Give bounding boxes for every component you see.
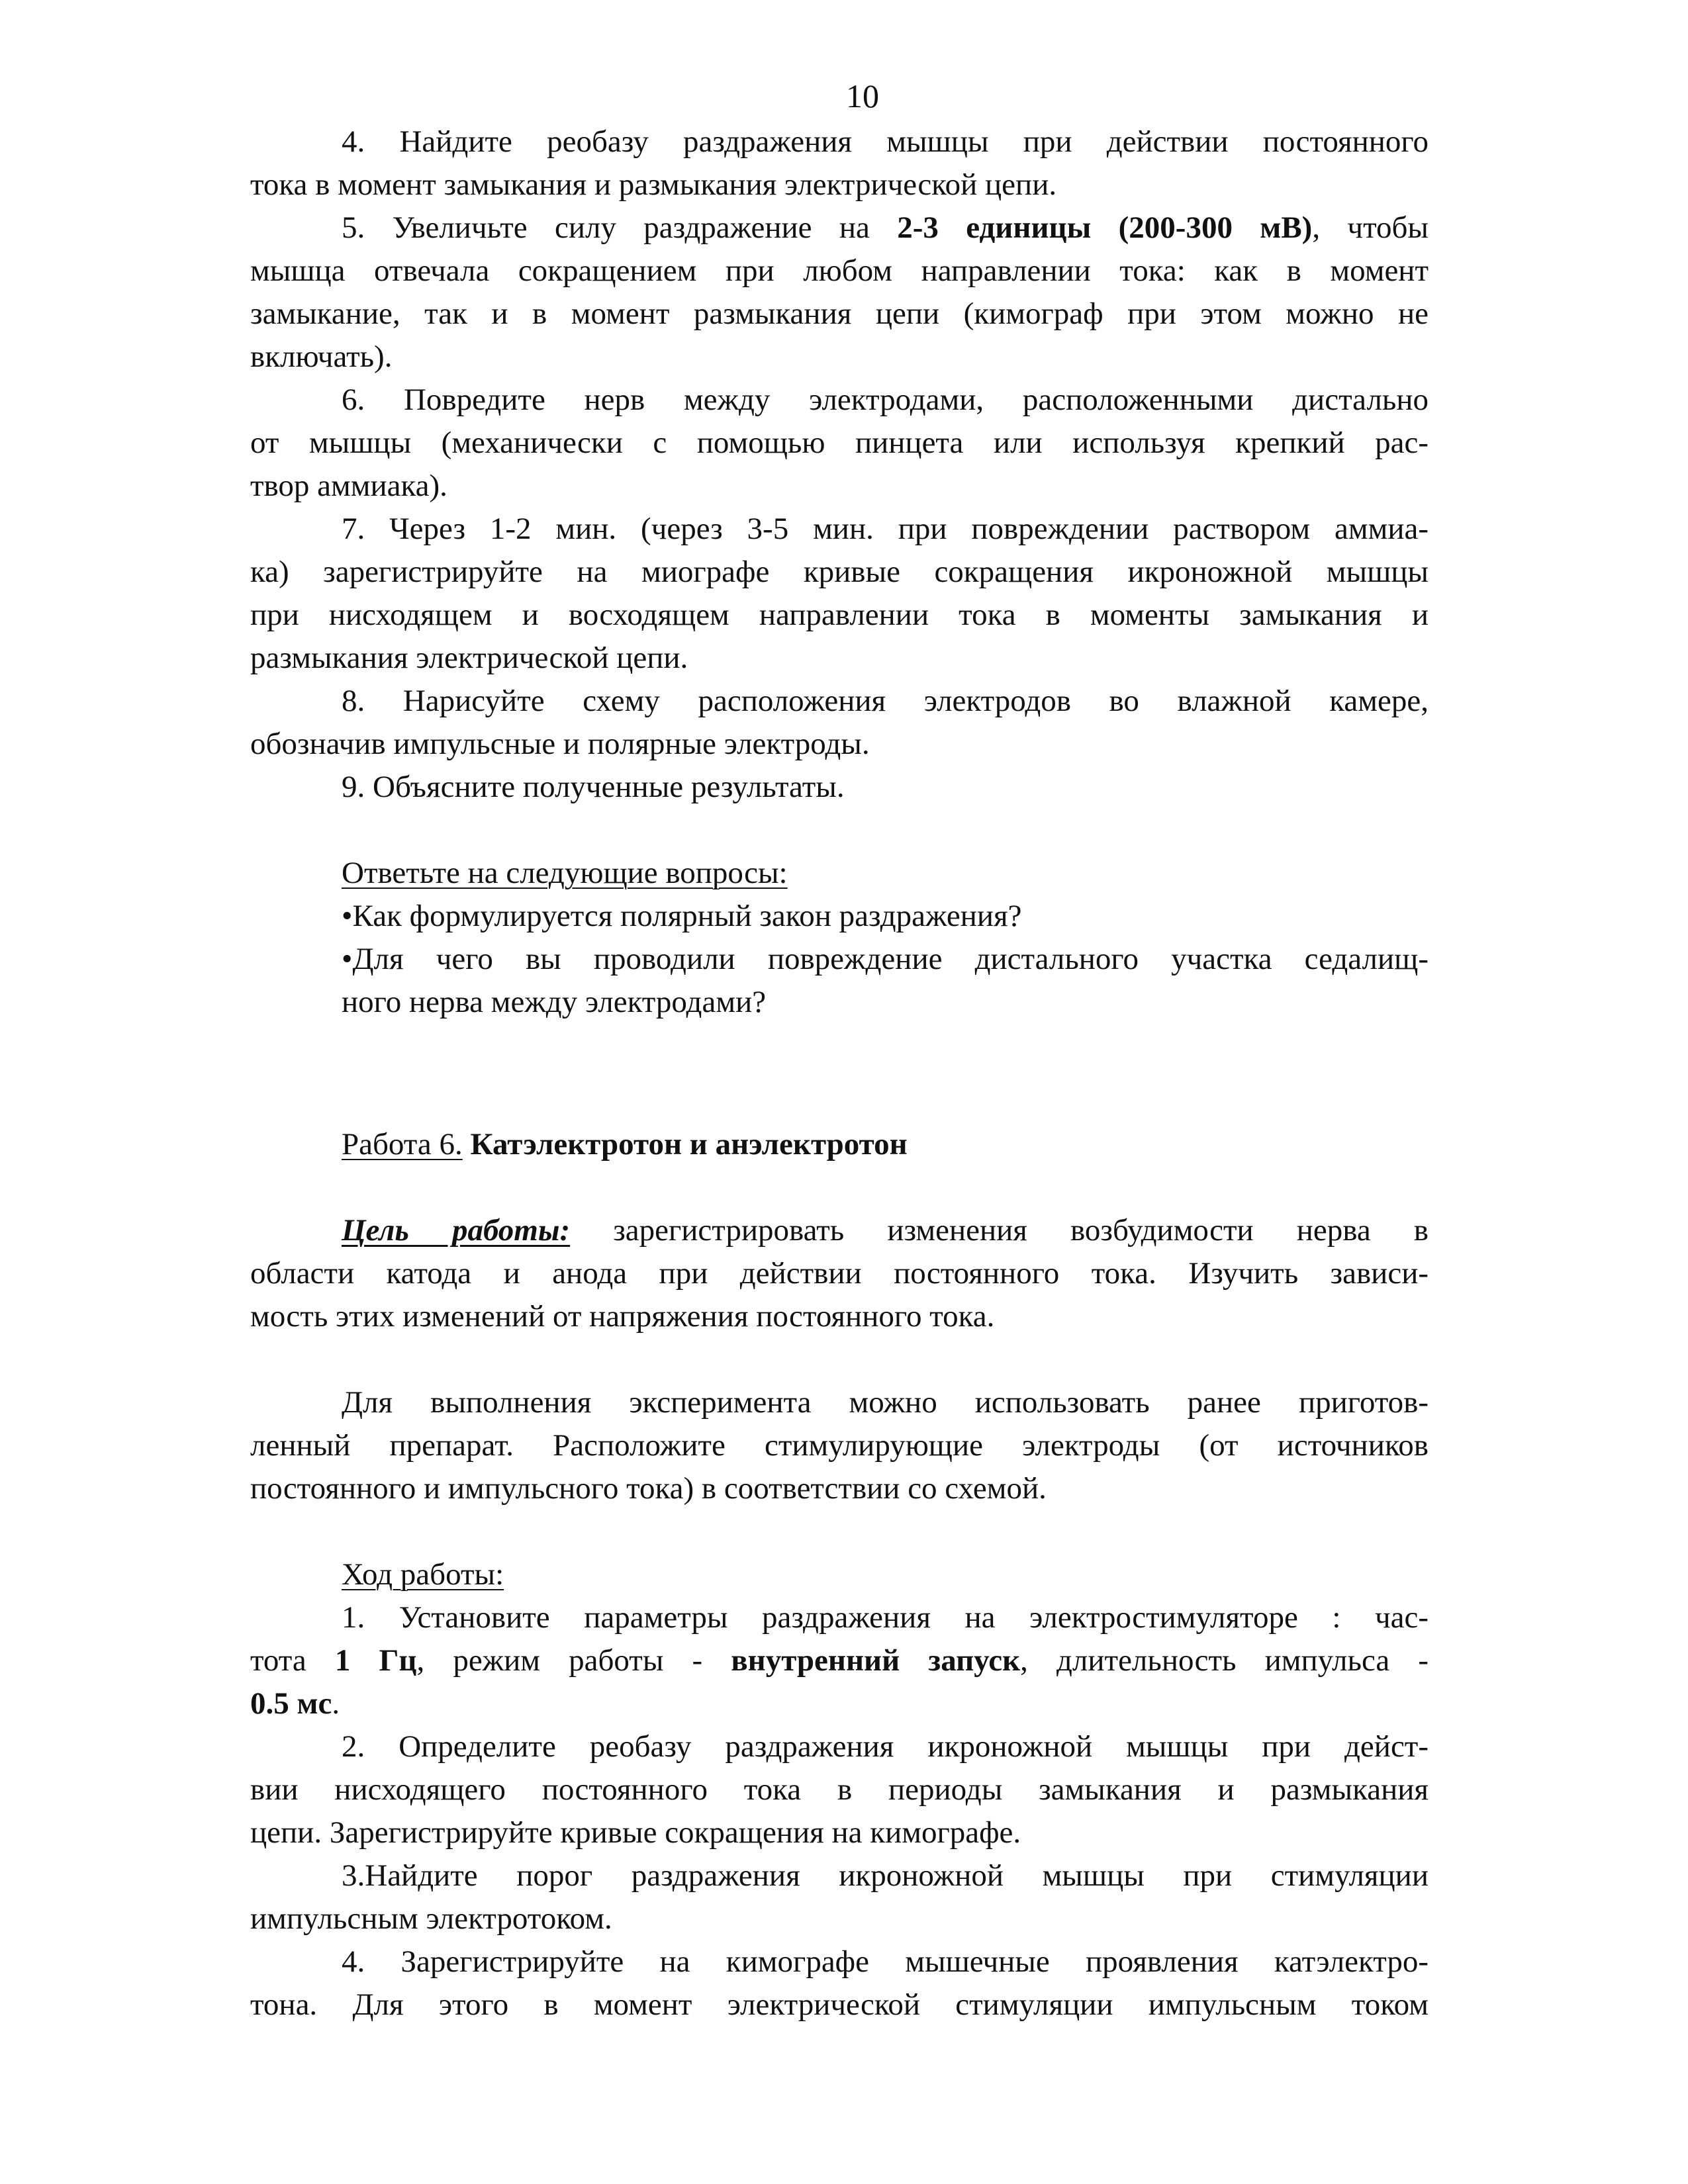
spacer xyxy=(250,809,1429,852)
work-6-heading xyxy=(250,1123,1429,1166)
proc-step-4-line-1: 4. Зарегистрируйте на кимографе мышечные проявления катэлектро- xyxy=(342,1944,1429,1979)
bullet-icon xyxy=(342,899,352,933)
step-8-line-1: 8. Нарисуйте схему расположения электродов во влажной камере, xyxy=(342,684,1429,718)
goal-label: Цель работы: xyxy=(342,1213,571,1248)
step-8-line-2: обозначив импульсные и полярные электроды. xyxy=(250,727,870,761)
questions-heading: Ответьте на следующие вопросы: xyxy=(342,856,788,890)
proc-step-1-line-2: тота 1 Гц, режим работы - внутренний запуск, длительность импульса - xyxy=(250,1643,1429,1678)
step-6-line-3: твор аммиака). xyxy=(250,469,447,503)
question-2-line-2: ного нерва между электродами? xyxy=(342,985,767,1019)
proc-step-3-line-1: 3.Найдите порог раздражения икроножной мышцы при стимуляции xyxy=(342,1858,1429,1893)
step-6-line-2: от мышцы (механически с помощью пинцета или используя крепкий рас- xyxy=(250,426,1429,460)
step-7-line-3: при нисходящем и восходящем направлении тока в моменты замыкания и xyxy=(250,598,1429,632)
spacer xyxy=(250,1166,1429,1209)
step-5-line-3: замыкание, так и в момент размыкания цепи (кимограф при этом можно не xyxy=(250,296,1429,331)
step-5-line-2: мышца отвечала сокращением при любом направлении тока: как в момент xyxy=(250,253,1429,288)
goal-line-1: Цель работы: зарегистрировать изменения возбудимости нерва в xyxy=(342,1213,1429,1248)
spacer xyxy=(250,1510,1429,1553)
page-number: 10 xyxy=(846,77,879,114)
step-4-line-1: 4. Найдите реобазу раздражения мышцы при действии постоянного xyxy=(342,124,1429,159)
step-4-line-2: тока в момент замыкания и размыкания электрической цепи. xyxy=(250,167,1057,202)
question-2-line-1: • Для чего вы проводили повреждение дистального участка седалищ- xyxy=(250,938,1429,981)
proc-step-2-line-3: цепи. Зарегистрируйте кривые сокращения на кимографе. xyxy=(250,1815,1021,1850)
step-5-bold-value: 2-3 единицы (200-300 мВ) xyxy=(897,210,1313,245)
proc-step-1-line-3: 0.5 мс. xyxy=(250,1686,340,1721)
step-5-text-a: 5. Увеличьте силу раздражение на xyxy=(342,210,898,245)
procedure-heading: Ход работы: xyxy=(342,1557,504,1592)
prep-line-2: ленный препарат. Расположите стимулирующие электроды (от источников xyxy=(250,1428,1429,1463)
proc-step-3-line-2: импульсным электротоком. xyxy=(250,1901,612,1936)
proc-step-1-line-1: 1. Установите параметры раздражения на электростимуляторе : час- xyxy=(342,1600,1429,1635)
goal-line-2: области катода и анода при действии постоянного тока. Изучить зависи- xyxy=(250,1256,1429,1291)
work-6-label: Работа 6. xyxy=(342,1127,463,1161)
proc-step-4-line-2: тона. Для этого в момент электрической стимуляции импульсным током xyxy=(250,1987,1429,2022)
goal-line-3: мость этих изменений от напряжения постоянного тока. xyxy=(250,1299,995,1334)
step-9: 9. Объясните полученные результаты. xyxy=(342,770,845,804)
step-7-line-1: 7. Через 1-2 мин. (через 3-5 мин. при повреждении раствором аммиа- xyxy=(342,512,1429,546)
document-page xyxy=(250,73,1429,2026)
step-5-line-4: включать). xyxy=(250,340,393,374)
question-1: • Как формулируется полярный закон раздражения? xyxy=(250,895,1429,938)
work-6-title: Катэлектротон и анэлектротон xyxy=(470,1127,908,1161)
step-5-line-1 xyxy=(250,206,1429,250)
step-7-line-4: размыкания электрической цепи. xyxy=(250,641,688,675)
spacer xyxy=(250,1024,1429,1123)
step-6-line-1: 6. Повредите нерв между электродами, расположенными дистально xyxy=(342,383,1429,417)
spacer xyxy=(250,1338,1429,1381)
prep-line-1: Для выполнения эксперимента можно использовать ранее приготов- xyxy=(342,1385,1429,1420)
step-7-line-2: ка) зарегистрируйте на миографе кривые сокращения икроножной мышцы xyxy=(250,555,1429,589)
bullet-icon xyxy=(342,942,352,976)
proc-step-2-line-1: 2. Определите реобазу раздражения икроножной мышцы при дейст- xyxy=(342,1729,1429,1764)
prep-line-3: постоянного и импульсного тока) в соответствии со схемой. xyxy=(250,1471,1047,1506)
proc-step-2-line-2: вии нисходящего постоянного тока в периоды замыкания и размыкания xyxy=(250,1772,1429,1807)
step-5-text-b: , чтобы xyxy=(1312,210,1429,245)
